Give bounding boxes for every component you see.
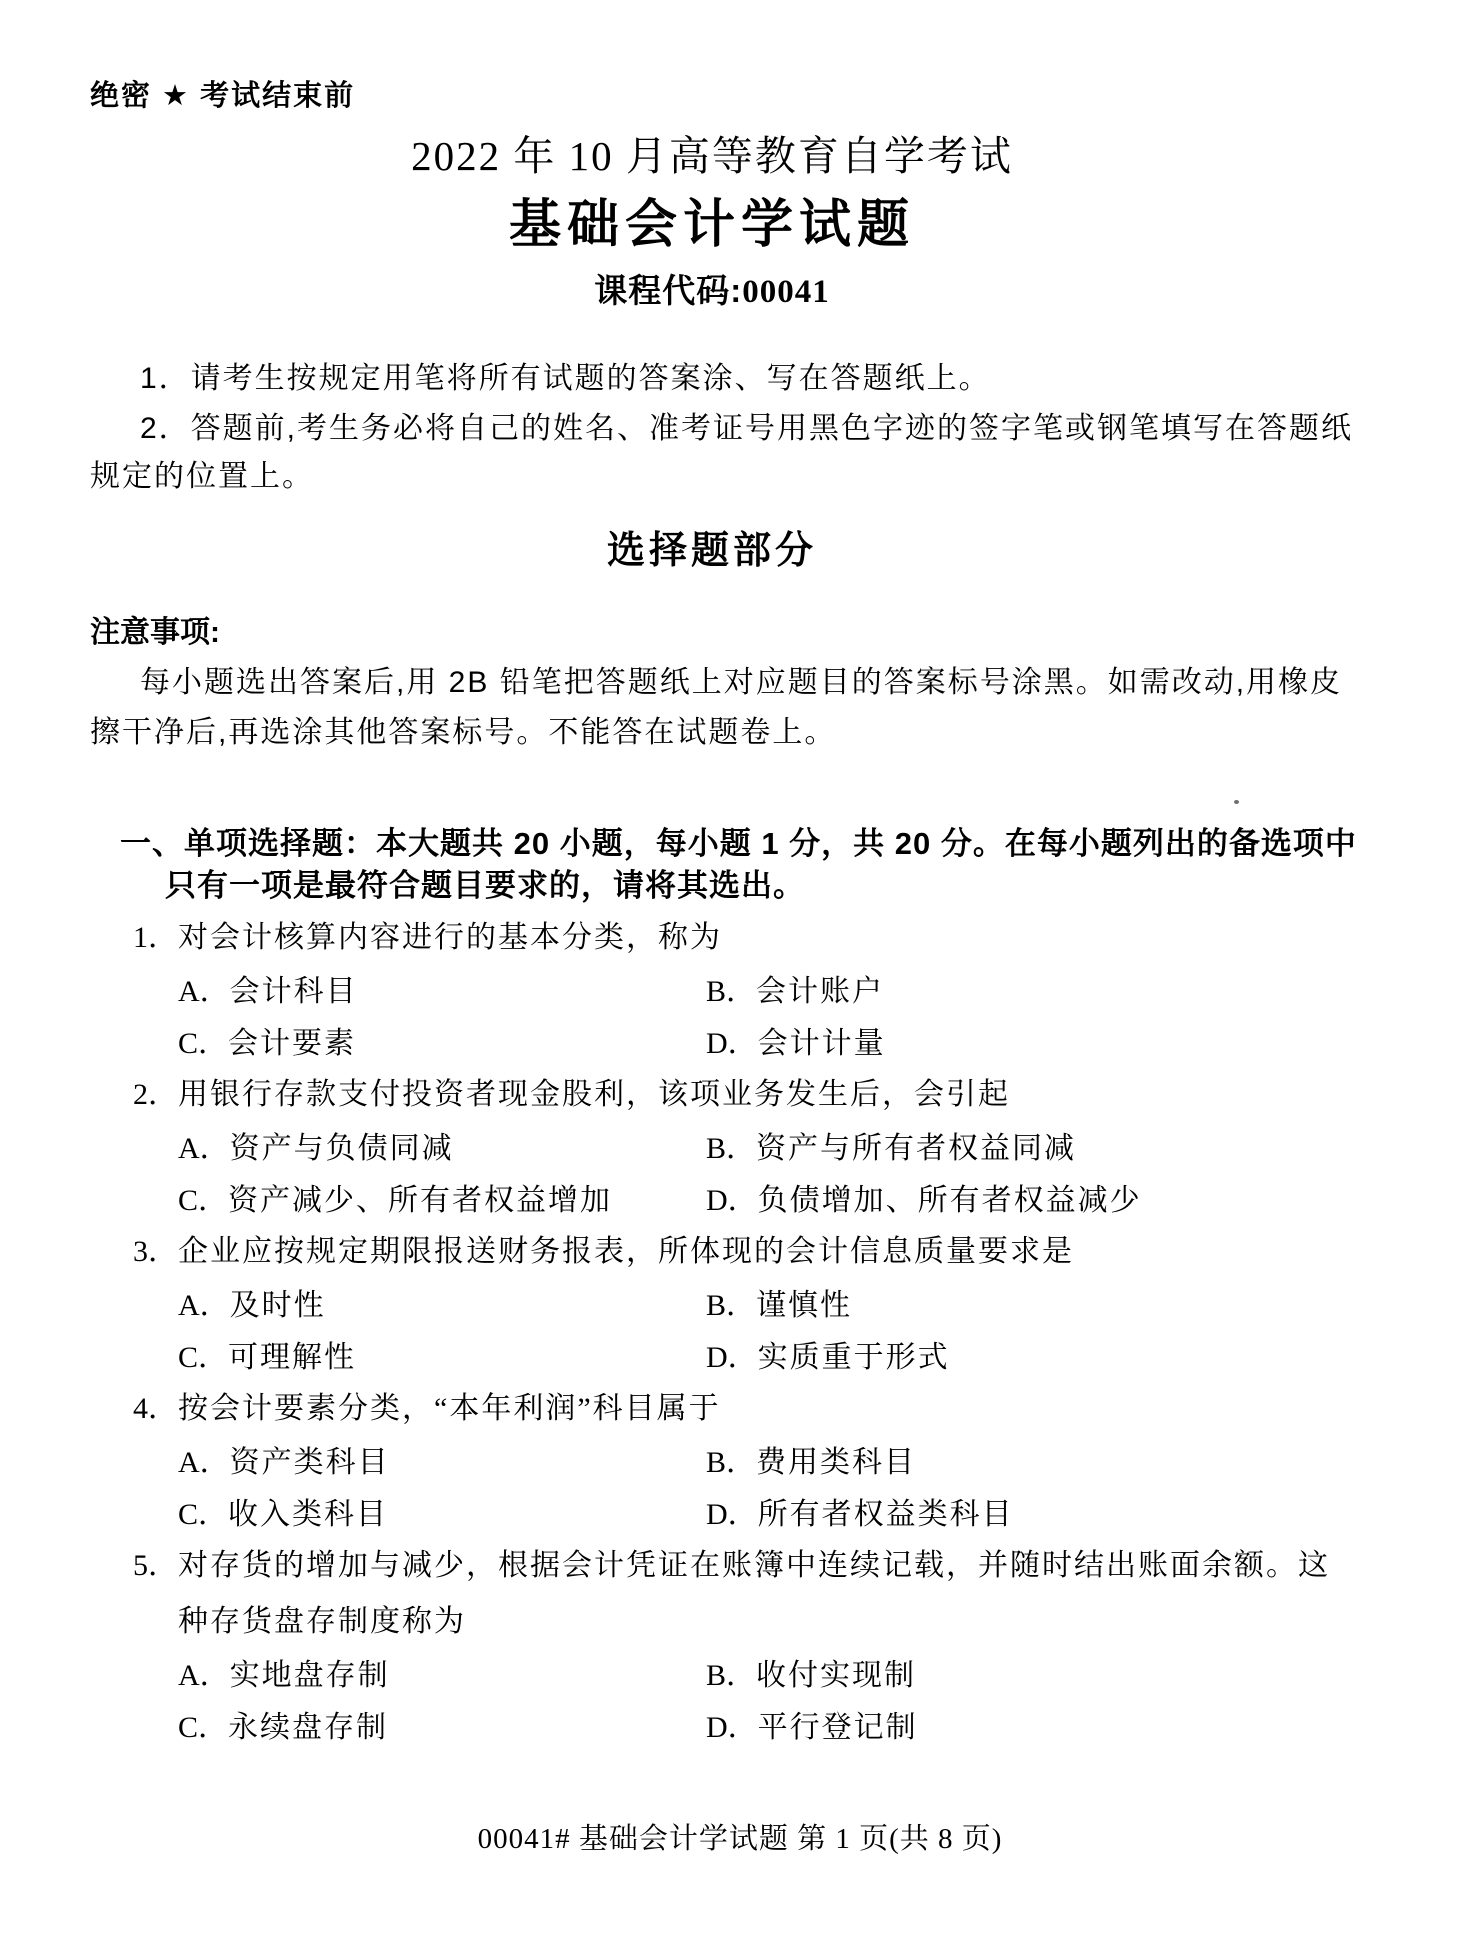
question-5 [90,1548,1390,1746]
question-1 [90,920,1390,1062]
question-4-option-a: A．资产类科目 [178,1446,390,1479]
part-one-heading-line2: 只有一项是最符合题目要求的，请将其选出。 [165,868,805,903]
question-3-number: 3． [133,1235,178,1268]
question-2-options [178,1131,1390,1219]
scan-artifact-speck [1234,800,1239,804]
course-code-label: 课程代码: [594,272,743,309]
question-3-option-b: B．谨慎性 [706,1289,853,1322]
question-4-options [178,1445,1390,1533]
course-code-value: 00041 [742,274,830,310]
question-2-stem: 用银行存款支付投资者现金股利，该项业务发生后，会引起 [178,1078,1010,1111]
question-3-stem: 企业应按规定期限报送财务报表，所体现的会计信息质量要求是 [178,1235,1074,1268]
question-3-option-a: A．及时性 [178,1289,326,1322]
question-1-option-a: A．会计科目 [178,975,358,1008]
question-2-option-d: D．负债增加、所有者权益减少 [706,1184,1142,1217]
question-2-number: 2． [133,1078,178,1111]
notice-label: 注意事项: [90,616,220,649]
part-one-heading-line1: 一、单项选择题：本大题共 20 小题，每小题 1 分，共 20 分。在每小题列出的备选项中 [120,826,1357,861]
notice-line2: 擦干净后,再选涂其他答案标号。不能答在试题卷上。 [90,716,837,749]
question-5-stem: 对存货的增加与减少，根据会计凭证在账簿中连续记载，并随时结出账面余额。这 [178,1549,1330,1582]
security-classification: 绝密 ★ 考试结束前 [90,80,356,112]
question-4 [90,1391,1390,1533]
question-3-option-c: C．可理解性 [178,1341,357,1374]
question-2-option-c: C．资产减少、所有者权益增加 [178,1184,613,1217]
question-3-options [178,1288,1390,1376]
notice-line1: 每小题选出答案后,用 2B 铅笔把答题纸上对应题目的答案标号涂黑。如需改动,用橡皮 [140,666,1343,699]
question-2-option-a: A．资产与负债同减 [178,1132,454,1165]
general-instruction-1: 1．请考生按规定用笔将所有试题的答案涂、写在答题纸上。 [140,362,991,395]
question-4-option-d: D．所有者权益类科目 [706,1498,1014,1531]
exam-subject-title: 基础会计学试题 [508,196,915,254]
question-1-stem: 对会计核算内容进行的基本分类，称为 [178,921,722,954]
question-5-stem-continued: 种存货盘存制度称为 [178,1605,466,1638]
question-4-option-c: C．收入类科目 [178,1498,389,1531]
choice-section-title: 选择题部分 [606,530,817,572]
general-instruction-2-line2: 规定的位置上。 [90,460,314,493]
question-4-option-b: B．费用类科目 [706,1446,917,1479]
question-1-options [178,974,1390,1062]
question-4-number: 4． [133,1392,178,1425]
general-instruction-2-line1: 2．答题前,考生务必将自己的姓名、准考证号用黑色字迹的签字笔或钢笔填写在答题纸 [140,412,1354,445]
question-1-option-d: D．会计计量 [706,1027,886,1060]
question-2-option-b: B．资产与所有者权益同减 [706,1132,1077,1165]
course-code [62,272,1362,311]
header-block [62,132,1362,311]
question-1-number: 1． [133,921,178,954]
question-1-option-b: B．会计账户 [706,975,885,1008]
question-5-option-d: D．平行登记制 [706,1711,918,1744]
question-2 [90,1077,1390,1219]
question-3-option-d: D．实质重于形式 [706,1341,950,1374]
page-footer: 00041# 基础会计学试题 第 1 页(共 8 页) [477,1823,1003,1855]
question-4-stem: 按会计要素分类，“本年利润”科目属于 [178,1392,721,1425]
question-5-options [178,1658,1390,1746]
question-5-option-a: A．实地盘存制 [178,1659,390,1692]
question-5-option-c: C．永续盘存制 [178,1711,389,1744]
question-5-option-b: B．收付实现制 [706,1659,917,1692]
question-5-number: 5． [133,1549,178,1582]
question-1-option-c: C．会计要素 [178,1027,357,1060]
question-3 [90,1234,1390,1376]
exam-session-title: 2022 年 10 月高等教育自学考试 [411,133,1013,179]
